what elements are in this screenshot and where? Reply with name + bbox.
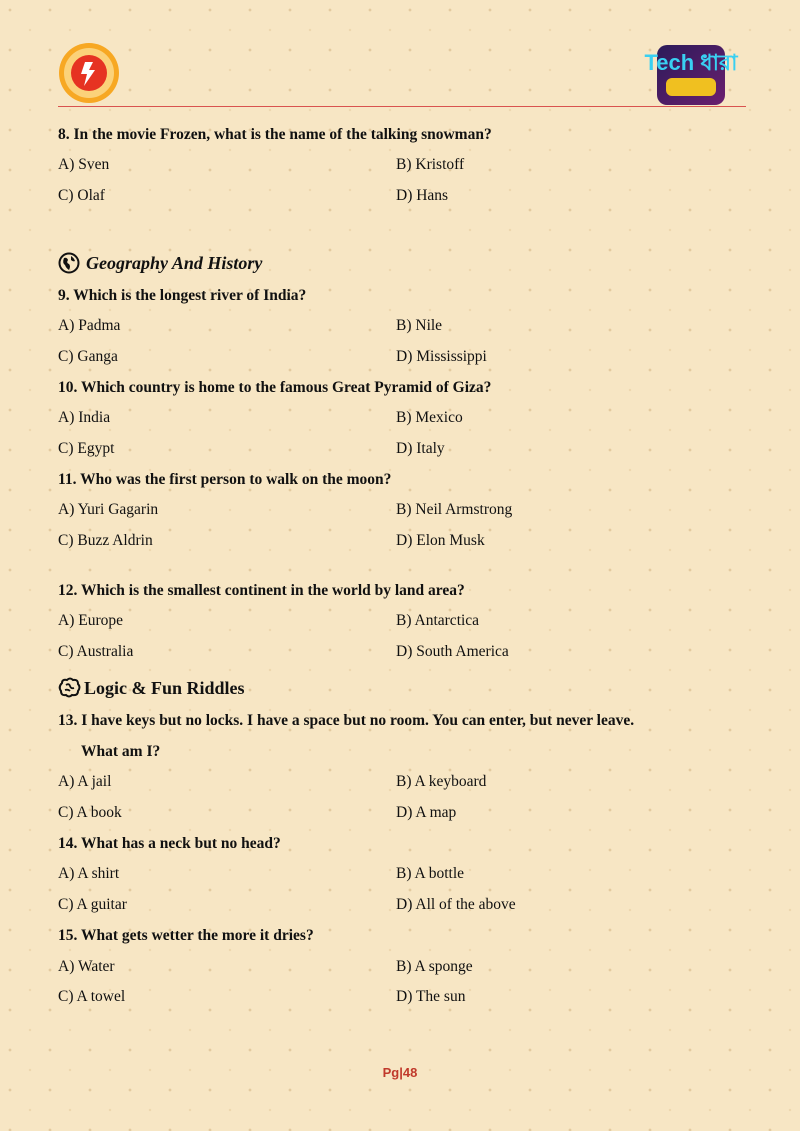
q8-option-d: D) Hans <box>396 187 449 204</box>
question-8: 8. In the movie Frozen, what is the name of the talking snowman? <box>58 126 492 143</box>
question-14: 14. What has a neck but no head? <box>58 835 281 852</box>
section-geography-history <box>58 252 262 274</box>
header-divider <box>58 106 746 107</box>
q14-option-b: B) A bottle <box>396 865 465 882</box>
q10-option-c: C) Egypt <box>58 440 115 457</box>
tech-logo-text: Tech ধারা <box>644 50 738 75</box>
q12-option-b: B) Antarctica <box>396 612 480 629</box>
question-15: 15. What gets wetter the more it dries? <box>58 927 314 944</box>
q15-option-a: A) Water <box>58 958 115 975</box>
q11-option-c: C) Buzz Aldrin <box>58 532 153 549</box>
question-13-continued: What am I? <box>81 743 161 760</box>
section-title: Geography And History <box>86 252 263 273</box>
question-11: 11. Who was the first person to walk on the moon? <box>58 471 392 488</box>
q14-option-d: D) All of the above <box>396 896 516 913</box>
page-number: Pg|48 <box>382 1065 418 1080</box>
question-13: 13. I have keys but no locks. I have a space but no room. You can enter, but never leave. <box>58 712 635 729</box>
q15-option-c: C) A towel <box>58 988 126 1005</box>
q14-option-a: A) A shirt <box>58 865 120 882</box>
q11-option-a: A) Yuri Gagarin <box>58 501 159 518</box>
q8-option-c: C) Olaf <box>58 187 105 204</box>
q9-option-a: A) Padma <box>58 317 121 334</box>
q9-option-d: D) Mississippi <box>396 348 487 365</box>
q13-option-a: A) A jail <box>58 773 112 790</box>
globe-icon <box>58 252 80 274</box>
q12-option-a: A) Europe <box>58 612 123 629</box>
q13-option-d: D) A map <box>396 804 457 821</box>
q12-option-d: D) South America <box>396 643 509 660</box>
q9-option-c: C) Ganga <box>58 348 118 365</box>
q10-option-a: A) India <box>58 409 111 426</box>
q13-option-b: B) A keyboard <box>396 773 487 790</box>
q14-option-c: C) A guitar <box>58 896 127 913</box>
q15-option-b: B) A sponge <box>396 958 473 975</box>
tech-dhara-logo <box>644 44 738 106</box>
section-logic-riddles <box>58 677 245 699</box>
question-9: 9. Which is the longest river of India? <box>58 287 307 304</box>
section-title: Logic & Fun Riddles <box>84 677 245 698</box>
q13-option-c: C) A book <box>58 804 122 821</box>
q9-option-b: B) Nile <box>396 317 443 334</box>
techno-india-group-academia-logo <box>58 42 120 104</box>
q11-option-b: B) Neil Armstrong <box>396 501 513 518</box>
question-12: 12. Which is the smallest continent in the world by land area? <box>58 582 465 599</box>
q12-option-c: C) Australia <box>58 643 134 660</box>
q10-option-b: B) Mexico <box>396 409 463 426</box>
q11-option-d: D) Elon Musk <box>396 532 485 549</box>
puzzle-icon <box>58 677 82 699</box>
question-10: 10. Which country is home to the famous Great Pyramid of Giza? <box>58 379 492 396</box>
q15-option-d: D) The sun <box>396 988 466 1005</box>
q10-option-d: D) Italy <box>396 440 445 457</box>
q8-option-a: A) Sven <box>58 156 110 173</box>
q8-option-b: B) Kristoff <box>396 156 465 173</box>
